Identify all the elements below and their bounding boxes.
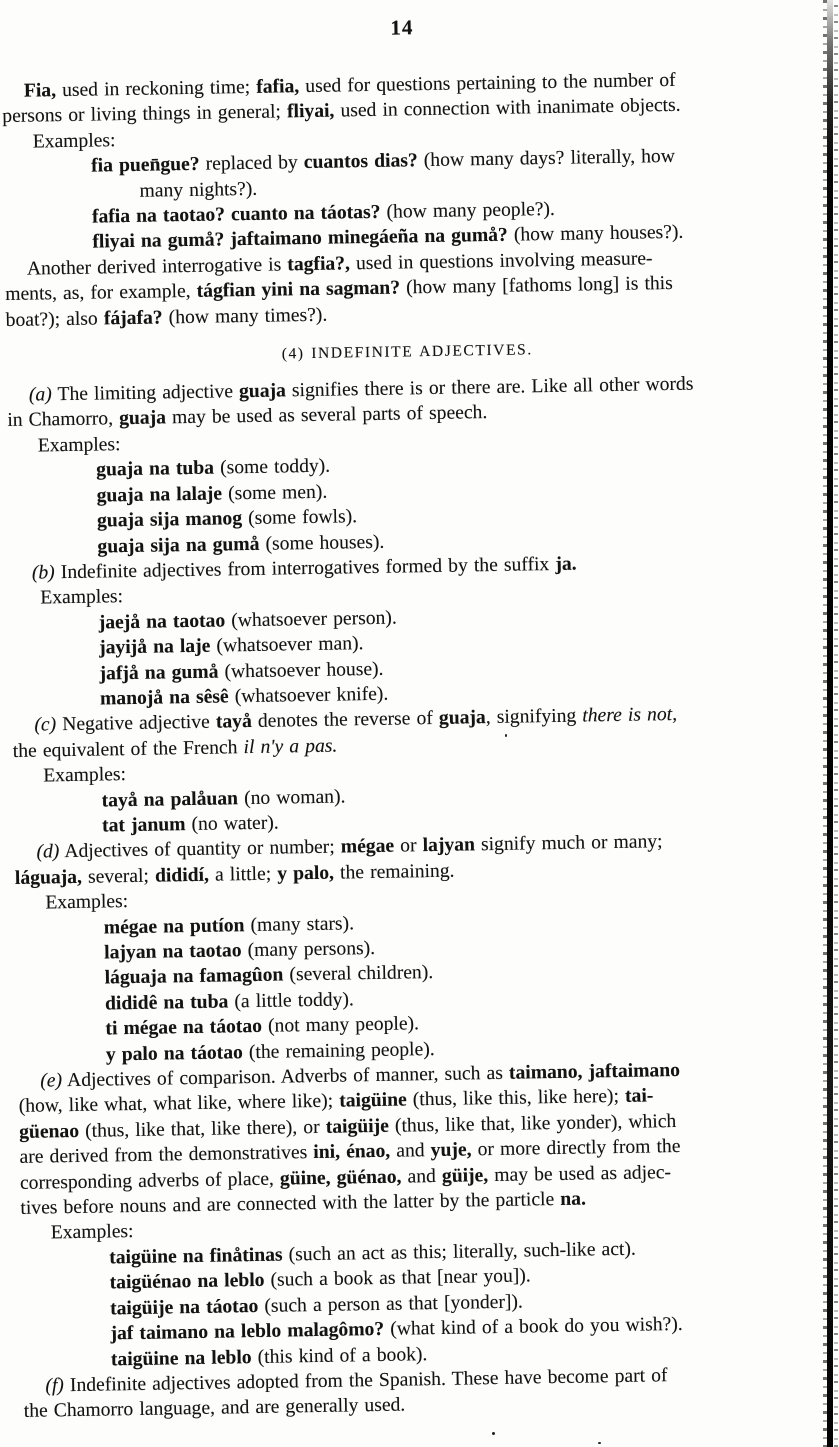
text-segment: used in connection with inanimate objects. (334, 95, 681, 122)
text-segment: Examples: (45, 891, 129, 914)
text-segment: Adjectives of comparison. Adverbs of manner, such as (61, 1062, 510, 1092)
text-segment: y palo, (277, 862, 335, 885)
text-segment: (whatsoever man). (210, 633, 364, 657)
text-segment: (some fowls). (241, 506, 358, 530)
scan-speck (505, 734, 507, 737)
text-segment: boat?); also (5, 308, 105, 331)
text-segment: fafia, (256, 76, 300, 98)
text-segment: taigüine na finåtinas (109, 1244, 283, 1269)
text-segment: Fia, (23, 80, 57, 102)
text-segment: (thus, like that, like yonder), which (388, 1110, 677, 1137)
text-segment: tagfia?, (287, 253, 351, 276)
text-segment: used for questions pertaining to the number of (299, 69, 676, 98)
text-segment: tat janum (101, 814, 186, 837)
text-segment: and (401, 1165, 443, 1188)
text-segment: Examples: (50, 1221, 134, 1244)
text-segment: Negative adjective (55, 711, 217, 736)
text-segment: (such an act as this; literally, such-like act). (282, 1238, 636, 1266)
text-segment: tives before nouns and are connected with the latter by the particle (20, 1189, 561, 1219)
text-segment: in Chamorro, (7, 408, 120, 432)
text-segment: several; (81, 865, 156, 888)
text-segment: there is not, (582, 704, 678, 727)
text-segment: (a little toddy). (228, 989, 354, 1013)
text-segment: used in reckoning time; (55, 76, 257, 102)
text-segment: (many persons). (241, 937, 376, 962)
text-segment: jaejå na taotao (98, 610, 226, 634)
text-segment: signifies there is or there are. Like all other words (285, 373, 694, 402)
text-segment: , signifying (485, 705, 583, 729)
text-segment: tayå na palåuan (101, 787, 239, 812)
text-segment: láguaja, (14, 866, 83, 889)
text-segment: ments, as, for example, (5, 281, 197, 306)
text-segment: (how many times?). (162, 304, 328, 329)
text-segment: (whatsoever person). (224, 607, 397, 632)
text-segment: na. (560, 1188, 587, 1211)
text-segment: (how many [fathoms long] is this (399, 273, 673, 299)
text-segment: guaja (118, 407, 167, 430)
text-segment: güije, (441, 1164, 489, 1187)
scan-edge-speckle (823, 0, 827, 1447)
text-segment: ja. (555, 553, 577, 575)
text-segment: (many stars). (244, 912, 355, 936)
text-segment: and (390, 1140, 431, 1163)
text-segment: taigüije (325, 1115, 390, 1138)
text-segment: denotes the reverse of (251, 708, 440, 733)
text-segment: many nights?). (139, 178, 258, 202)
text-segment: or (393, 835, 423, 858)
text-segment: Examples: (37, 434, 121, 457)
text-segment: il n'y a pas. (243, 735, 338, 758)
text-segment: Indefinite adjectives from interrogatives formed by the suffix (54, 553, 556, 584)
text-segment: The limiting adjective (51, 381, 240, 406)
text-segment: (no water). (185, 812, 279, 836)
text-block-container (2, 66, 826, 1425)
text-segment: (what kind of a book do you wish?). (383, 1314, 683, 1340)
text-segment: jayijå na laje (98, 635, 211, 659)
text-segment: Another derived interrogative is (26, 254, 288, 280)
page-number: 14 (390, 15, 414, 40)
text-segment: fafia na taotao? cuanto na táotas? (91, 201, 381, 228)
text-segment: taigüine (339, 1089, 407, 1113)
text-segment: Indefinite adjectives adopted from the Spanish. These have become part of (63, 1365, 668, 1397)
text-segment: may be used as several parts of speech. (165, 402, 488, 429)
text-segment: (how many people?). (380, 198, 556, 223)
text-segment: (thus, like this, like here); (406, 1086, 626, 1111)
text-segment: (4) INDEFINITE ADJECTIVES. (281, 341, 533, 363)
text-segment: dididê na tuba (104, 991, 229, 1015)
text-segment: fájafa? (103, 307, 163, 330)
text-segment: (e) (40, 1070, 63, 1092)
text-segment: (b) (31, 562, 55, 584)
text-segment: (how many houses?). (507, 222, 684, 247)
scan-speck (492, 1432, 495, 1435)
text-segment: güine, güénao, (279, 1166, 402, 1190)
text-segment: Adjectives of quantity or number; (59, 836, 341, 863)
text-segment: y palo na táotao (105, 1041, 244, 1066)
scan-speck (598, 1442, 601, 1444)
text-segment: guaja na tuba (96, 457, 215, 481)
text-segment: tayå (215, 711, 252, 733)
text-segment: replaced by (199, 152, 304, 176)
text-segment: guaja sija manog (96, 508, 243, 532)
text-segment: tai- (624, 1085, 654, 1108)
text-segment: (no woman). (237, 786, 346, 809)
text-segment: the Chamorro language, and are generally used. (23, 1394, 406, 1423)
text-segment: (several children). (283, 962, 434, 986)
text-segment: corresponding adverbs of place, (19, 1168, 281, 1194)
text-segment: dididí, (154, 864, 210, 887)
text-segment: lajyan (422, 834, 476, 857)
text-segment: persons or living things in general; (2, 101, 288, 128)
text-segment: (this kind of a book). (251, 1343, 428, 1368)
text-segment: (how, like what, what like, where like); (18, 1091, 340, 1118)
text-segment: (how many days? literally, how (417, 146, 676, 172)
text-segment: (such a book as that [near you]). (264, 1265, 531, 1292)
text-segment: mégae na putíon (103, 914, 245, 939)
text-segment: Examples: (40, 586, 124, 609)
text-segment: (whatsoever house). (218, 658, 384, 683)
text-segment: the remaining. (333, 860, 455, 884)
text-segment: (c) (34, 714, 57, 736)
scan-edge-speckle (834, 0, 838, 1447)
text-segment: a little; (208, 863, 278, 886)
text-segment: (d) (36, 841, 60, 863)
text-segment: guaja na lalaje (96, 483, 223, 507)
text-segment: (some houses). (259, 531, 385, 555)
text-segment: jaf taimano na leblo malagômo? (110, 1318, 385, 1345)
text-segment: yuje, (430, 1139, 472, 1162)
text-segment: or more directly from the (471, 1136, 681, 1161)
text-segment: taigüije na táotao (109, 1295, 259, 1320)
text-segment: jafjå na gumå (99, 661, 219, 685)
text-segment: mégae (340, 836, 395, 858)
text-segment: tágfian yini na sagman? (196, 277, 401, 303)
text-segment: are derived from the demonstratives (19, 1142, 314, 1169)
text-segment: (f) (45, 1375, 65, 1397)
text-segment: fia puen̄gue? (90, 154, 200, 177)
text-segment: cuantos dias? (303, 150, 418, 174)
text-segment: may be used as adjec- (488, 1161, 672, 1186)
text-segment: guaja (238, 380, 287, 403)
page-content (1, 9, 826, 1425)
scan-binding-edge-artifact (821, 0, 839, 1447)
text-segment: (such a person as that [yonder]). (258, 1291, 524, 1317)
text-segment: taimano, jaftaimano (508, 1059, 681, 1084)
text-segment: Examples: (32, 129, 116, 153)
text-segment: taigüine na leblo (110, 1346, 252, 1370)
text-segment: (some toddy). (213, 455, 331, 479)
text-segment: fliyai, (286, 100, 335, 123)
text-segment: guaja sija na gumå (97, 533, 260, 558)
text-segment: signify much or many; (474, 831, 663, 856)
text-segment: (the remaining people). (242, 1038, 435, 1063)
text-segment: (not many people). (261, 1013, 420, 1038)
text-segment: used in questions involving measure- (349, 248, 653, 275)
text-segment: (a) (28, 384, 52, 406)
text-segment: (thus, like that, like there), or (78, 1116, 326, 1142)
text-segment: ti mégae na táotao (105, 1016, 263, 1040)
text-segment: manojå na sêsê (99, 686, 229, 710)
text-segment: (whatsoever knife). (228, 683, 389, 708)
text-segment: fliyai na gumå? jaftaimano minegáeña na gumå? (92, 225, 508, 254)
text-segment: láguaja na famagûon (104, 964, 284, 989)
text-segment: the equivalent of the French (12, 736, 244, 762)
text-segment: taigüénao na leblo (109, 1270, 265, 1294)
text-segment: güenao (18, 1120, 80, 1143)
text-segment: lajyan na taotao (104, 940, 242, 964)
text-segment: guaja (438, 707, 486, 730)
text-segment: Examples: (43, 764, 127, 787)
scan-edge-core (827, 0, 833, 1447)
text-segment: (some men). (221, 481, 328, 505)
text-segment: ini, énao, (313, 1141, 391, 1164)
